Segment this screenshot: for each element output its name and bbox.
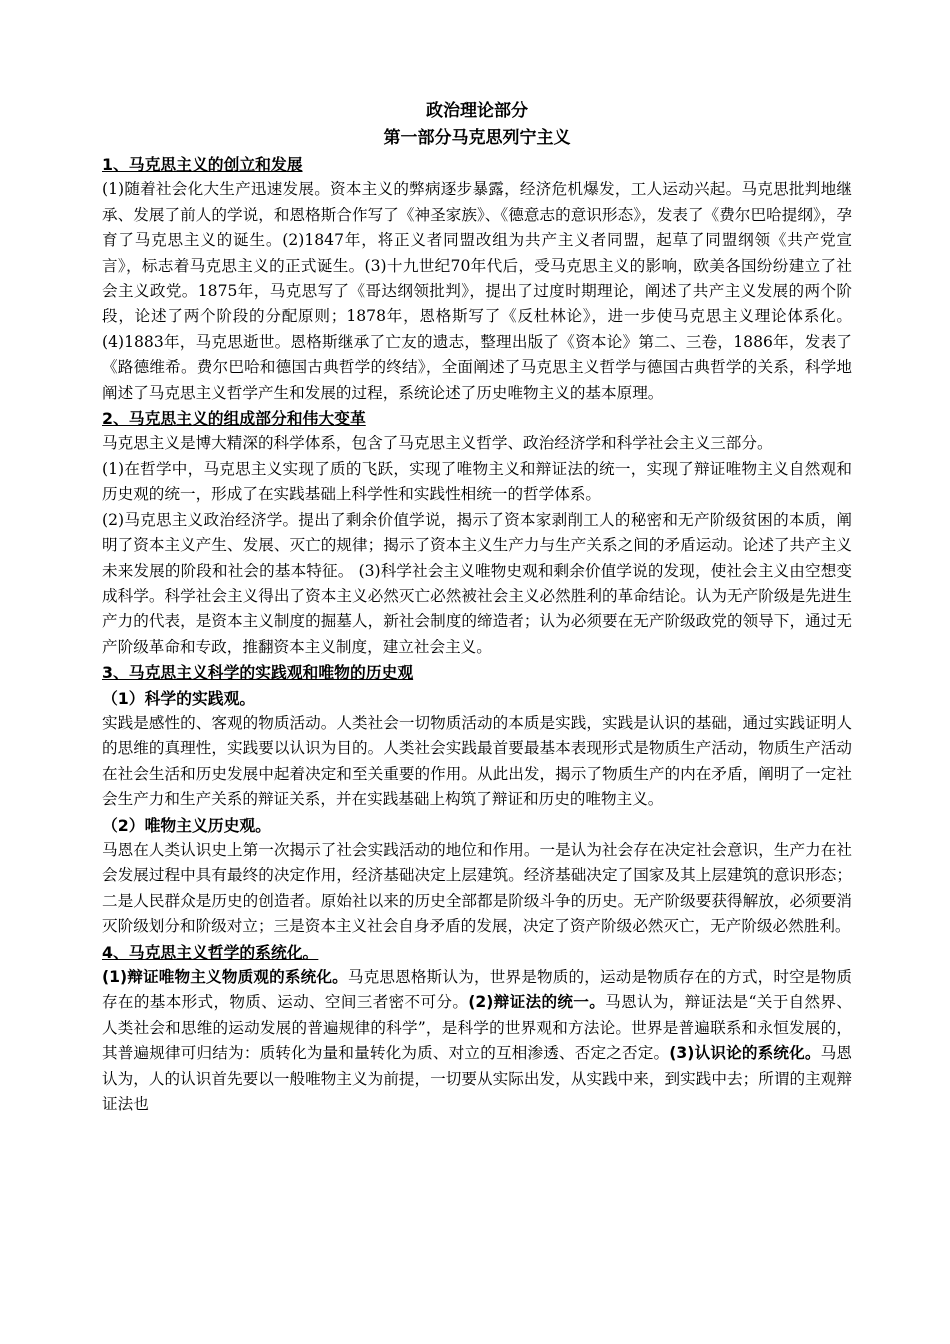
section-4-bold-3: (3)认识论的系统化。 [669,1044,821,1063]
part-title: 第一部分马克思列宁主义 [383,128,571,148]
section-1-paragraph: (1)随着社会化大生产迅速发展。资本主义的弊病逐步暴露，经济危机爆发，工人运动兴起。马克思批判地继承、发展了前人的学说，和恩格斯合作写了《神圣家族》、《德意志的意识形态》，发表了《费尔巴哈提纲》，孕育了马克思主义的诞生。(2)1847年，将正义者同盟改组为共产主义者同盟，起草了同盟纲领《共产党宣言》，标志着马克思主义的正式诞生。(3)十九世纪70年代后，受马克思主义的影响，欧美各国纷纷建立了社会主义政党。1875年，马克思写了《哥达纲领批判》，提出了过度时期理论，阐述了共产主义发展的两个阶段，论述了两个阶段的分配原则；1878年，恩格斯写了《反杜林论》，进一步使马克思主义理论体系化。(4)1883年，马克思逝世。恩格斯继承了亡友的遗志，整理出版了《资本论》第二、三卷，1886年，发表了《路德维希。费尔巴哈和德国古典哲学的终结》，全面阐述了马克思主义哲学与德国古典哲学的关系，科学地阐述了马克思主义哲学产生和发展的过程，系统论述了历史唯物主义的基本原理。 [102,180,852,402]
section-4-bold-1: (1)辩证唯物主义物质观的系统化。 [102,968,348,986]
section-4-heading: 4、马克思主义哲学的系统化。 [102,942,319,962]
section-3-sub-1: （1）科学的实践观。 [102,688,256,708]
section-1-heading: 1、马克思主义的创立和发展 [102,155,303,174]
section-3-paragraph-1: 实践是感性的、客观的物质活动。人类社会一切物质活动的本质是实践，实践是认识的基础，通过实践证明人的思维的真理性，实践要以认识为目的。人类社会实践最首要最基本表现形式是物质生产活动，物质生产活动在社会生活和历史发展中起着决定和至关重要的作用。从此出发，揭示了物质生产的内在矛盾，阐明了一定社会生产力和生产关系的辩证关系，并在实践基础上构筑了辩证和历史的唯物主义。 [102,713,852,809]
section-3-paragraph-2: 马恩在人类认识史上第一次揭示了社会实践活动的地位和作用。一是认为社会存在决定社会意识，生产力在社会发展过程中具有最终的决定作用，经济基础决定上层建筑。经济基础决定了国家及其上层建筑的意识形态；二是人民群众是历史的创造者。原始社以来的历史全部都是阶级斗争的历史。无产阶级要获得解放，必须要消灭阶级划分和阶级对立；三是资本主义社会自身矛盾的发展，决定了资产阶级必然灭亡，无产阶级必然胜利。 [102,840,852,936]
section-2-intro: 马克思主义是博大精深的科学体系，包含了马克思主义哲学、政治经济学和科学社会主义三部分。 [102,434,773,453]
section-2-philosophy: (1)在哲学中，马克思主义实现了质的飞跃，实现了唯物主义和辩证法的统一，实现了辩证唯物主义自然观和历史观的统一，形成了在实践基础上科学性和实践性相统一的哲学体系。 [102,459,852,504]
document-page [102,98,852,1117]
section-3-sub-2: （2）唯物主义历史观。 [102,815,271,835]
section-4-text-1: 马克思恩格斯认为，世界是物质的，运动是物质存在的方式，时空是物质存在的基本形式，物质、运动、空间三者密不可分。 [102,968,852,1012]
section-4-bold-2: (2)辩证法的统一。 [468,993,606,1012]
section-4-text-3: 马恩认为，人的认识首先要以一般唯物主义为前提，一切要从实际出发，从实践中来，到实践中去；所谓的主观辩证法也 [102,1044,852,1114]
section-3-heading: 3、马克思主义科学的实践观和唯物的历史观 [102,663,414,683]
document-title: 政治理论部分 [426,101,528,121]
section-4-paragraph [102,965,852,1117]
section-2-economics: (2)马克思主义政治经济学。提出了剩余价值学说，揭示了资本家剥削工人的秘密和无产阶级贫困的本质，阐明了资本主义产生、发展、灭亡的规律；揭示了资本主义生产力与生产关系之间的矛盾运动。论述了共产主义未来发展的阶段和社会的基本特征。 (3)科学社会主义唯物史观和剩余价值学说的发现，使社会主义由空想变成科学。科学社会主义得出了资本主义必然灭亡必然被社会主义必然胜利的革命结论。认为无产阶级是先进生产力的代表，是资本主义制度的掘墓人，新社会制度的缔造者；认为必须要在无产阶级政党的领导下，通过无产阶级革命和专政，推翻资本主义制度，建立社会主义。 [102,510,852,656]
section-2-heading: 2、马克思主义的组成部分和伟大变革 [102,409,366,429]
section-4-text-2: 马恩认为，辩证法是“关于自然界、人类社会和思维的运动发展的普遍规律的科学”，是科学的世界观和方法论。世界是普遍联系和永恒发展的，其普遍规律可归结为：质转化为量和量转化为质、对立的互相渗透、否定之否定。 [102,993,852,1063]
